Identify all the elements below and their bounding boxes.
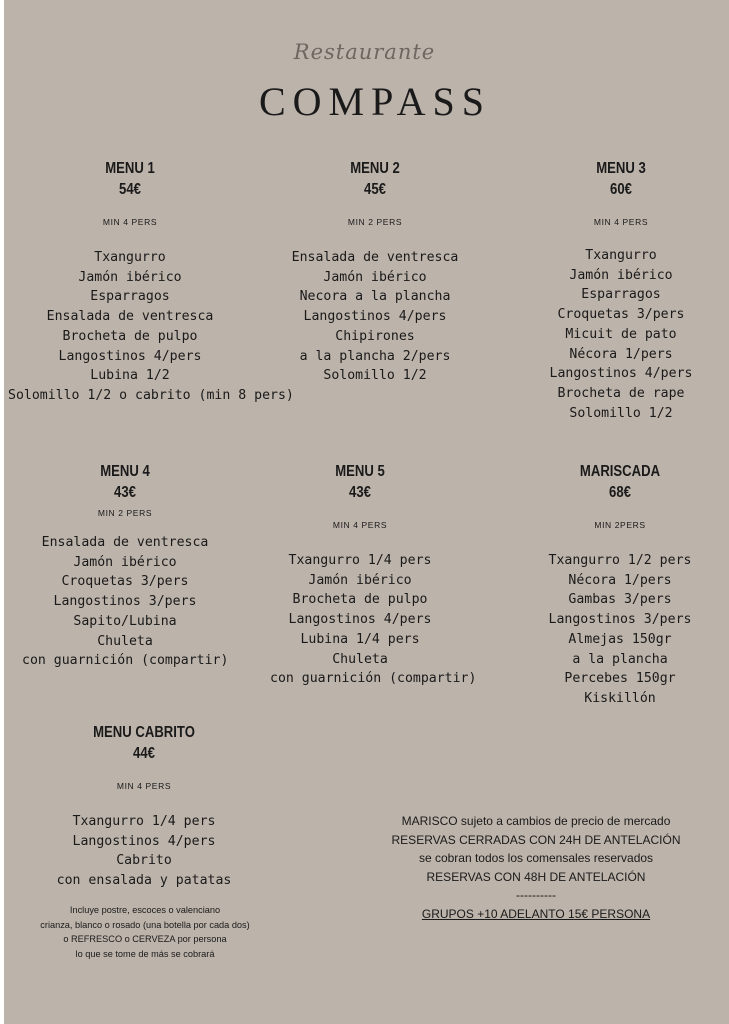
- info-line: MARISCO sujeto a cambios de precio de mercado: [401, 814, 671, 828]
- menu-item: Langostinos 3/pers: [53, 594, 197, 610]
- menu-name: MENU 3: [596, 160, 646, 177]
- note-line: Incluye postre, escoces o valenciano: [69, 905, 221, 915]
- menu-name: MENU CABRITO: [93, 724, 195, 741]
- menu-item: Ensalada de ventresca: [41, 535, 209, 550]
- menu-items: [530, 551, 710, 709]
- menu-item: Croquetas 3/pers: [61, 574, 189, 590]
- menu-item: Txangurro 1/2 pers: [548, 553, 692, 568]
- page-edge: [0, 0, 4, 1024]
- menu-min: MIN 4 PERS: [332, 520, 388, 530]
- menu-item: Txangurro: [585, 248, 657, 263]
- menu-item: Brocheta de pulpo: [292, 592, 428, 608]
- menu-price: 60€: [610, 181, 632, 198]
- menu-item: Jamón ibérico: [78, 269, 182, 285]
- menu-item: Necora a la plancha: [299, 289, 451, 305]
- menu-item: Ensalada de ventresca: [46, 309, 214, 325]
- menu-price: 44€: [133, 745, 155, 762]
- menu-item: Esparragos: [90, 289, 170, 305]
- menu-item: Croquetas 3/pers: [557, 307, 685, 323]
- menu-items: [270, 551, 477, 689]
- menu-item: Solomillo 1/2: [569, 405, 673, 421]
- menu-item: Langostinos 4/pers: [58, 348, 202, 364]
- menu-item: a la plancha: [572, 651, 668, 667]
- menu-card-cabrito: [54, 722, 234, 891]
- menu-price: 45€: [364, 181, 386, 198]
- menu-min: MIN 2 PERS: [347, 217, 403, 227]
- menu-item: Lubina 1/2: [90, 368, 170, 384]
- menu-card-5: [270, 461, 477, 689]
- menu-item: Chipirones: [335, 328, 415, 344]
- reservation-info: [372, 812, 700, 923]
- menu-item: Gambas 3/pers: [568, 592, 672, 608]
- menu-item: Nécora 1/pers: [568, 572, 672, 588]
- menu-item: Jamón ibérico: [73, 554, 177, 570]
- menu-name: MENU 4: [100, 463, 150, 480]
- menu-items: [8, 248, 294, 406]
- menu-item: Esparragos: [581, 287, 661, 303]
- info-line: RESERVAS CON 48H DE ANTELACIÓN: [426, 869, 646, 884]
- menu-items: [54, 812, 234, 891]
- menu-price: 43€: [114, 484, 136, 501]
- note-line: o REFRESCO o CERVEZA por persona: [63, 934, 227, 944]
- menu-item: Jamón ibérico: [569, 267, 673, 283]
- menu-item: Langostinos 3/pers: [548, 612, 692, 628]
- menu-item: Solomillo 1/2 o cabrito (min 8 pers): [8, 387, 294, 403]
- menu-item: Cabrito: [116, 853, 172, 869]
- menu-item: Almejas 150gr: [568, 631, 672, 647]
- group-deposit-info: GRUPOS +10 ADELANTO 15€ PERSONA: [421, 906, 651, 921]
- note-line: lo que se tome de más se cobrará: [75, 948, 215, 959]
- menu-item: Lubina 1/4 pers: [300, 631, 420, 647]
- menu-card-1: [8, 158, 294, 406]
- menu-item: Jamón ibérico: [323, 269, 427, 285]
- menu-item: Langostinos 4/pers: [72, 833, 216, 849]
- info-line: RESERVAS CERRADAS CON 24H DE ANTELACIÓN: [391, 832, 681, 847]
- menu-item: Nécora 1/pers: [569, 346, 673, 362]
- menu-item: Ensalada de ventresca: [291, 250, 459, 265]
- menu-min: MIN 2 PERS: [97, 508, 153, 518]
- brand-name: COMPASS: [258, 79, 492, 124]
- menu-item: Langostinos 4/pers: [303, 309, 447, 325]
- menu-item: Chuleta: [97, 633, 153, 649]
- menu-items: [528, 246, 714, 423]
- menu-item: Kiskillón: [584, 690, 656, 706]
- brand-script: Restaurante: [293, 40, 436, 64]
- menu-item: Langostinos 4/pers: [288, 612, 432, 628]
- menu-card-3: [528, 158, 714, 423]
- menu-name: MARISCADA: [579, 463, 661, 480]
- menu-price: 43€: [349, 484, 371, 501]
- menu-card-2: [262, 158, 488, 386]
- menu-item: Langostinos 4/pers: [549, 366, 693, 382]
- menu-item: Txangurro 1/4 pers: [72, 814, 216, 829]
- menu-item: Txangurro: [94, 250, 166, 265]
- menu-item: Sapito/Lubina: [73, 613, 177, 629]
- menu-item: con guarnición (compartir): [22, 653, 229, 669]
- menu-min: MIN 4 PERS: [102, 217, 158, 227]
- menu-card-4: [22, 461, 228, 671]
- menu-item: Txangurro 1/4 pers: [288, 553, 432, 568]
- menu-items: [262, 248, 488, 386]
- drinks-note: [20, 903, 270, 961]
- menu-name: MENU 1: [105, 160, 155, 177]
- menu-name: MENU 2: [350, 160, 400, 177]
- menu-item: Chuleta: [332, 651, 388, 667]
- menu-item: a la plancha 2/pers: [299, 348, 451, 364]
- menu-min: MIN 4 PERS: [116, 781, 172, 791]
- menu-price: 68€: [609, 484, 631, 501]
- menu-item: Brocheta de rape: [557, 385, 685, 401]
- menu-item: Solomillo 1/2: [323, 368, 427, 384]
- menu-min: MIN 4 PERS: [593, 217, 649, 227]
- menu-item: Jamón ibérico: [308, 572, 412, 588]
- info-line: se cobran todos los comensales reservados: [418, 851, 654, 865]
- menu-price: 54€: [119, 181, 141, 198]
- menu-item: con guarnición (compartir): [270, 671, 477, 687]
- info-separator: ----------: [516, 888, 556, 902]
- menu-item: Micuit de pato: [565, 326, 677, 342]
- menu-item: con ensalada y patatas: [56, 873, 232, 889]
- menu-items: [22, 533, 228, 671]
- menu-min: MIN 2PERS: [594, 520, 646, 530]
- menu-name: MENU 5: [335, 463, 385, 480]
- note-line: crianza, blanco o rosado (una botella por cada dos): [40, 919, 250, 930]
- menu-card-mariscada: [530, 461, 710, 709]
- menu-item: Percebes 150gr: [564, 671, 676, 687]
- menu-item: Brocheta de pulpo: [62, 328, 198, 344]
